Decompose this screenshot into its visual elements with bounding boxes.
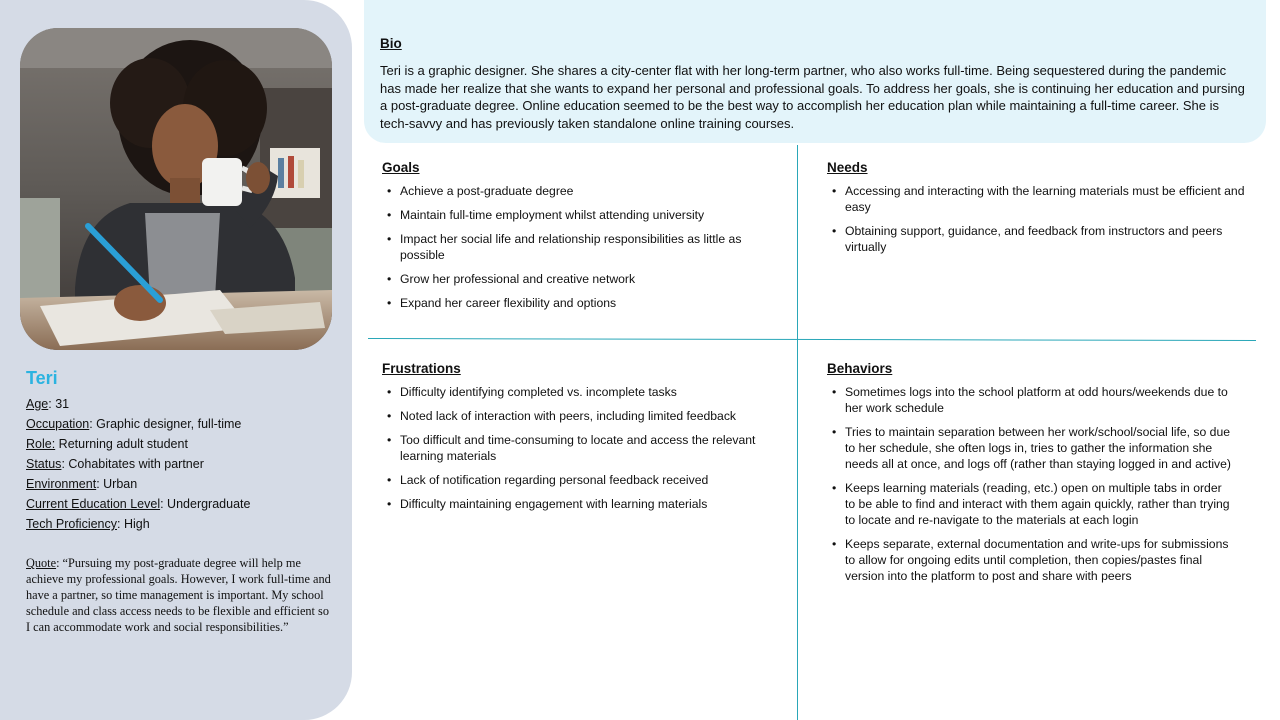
list-item: • Difficulty identifying completed vs. incomplete tasks [382,384,772,400]
attribute-age [26,394,346,414]
attribute-environment [26,474,346,494]
attribute-occupation [26,414,346,434]
list-item: • Lack of notification regarding personal feedback received [382,472,772,488]
attribute-value: Returning adult student [55,437,188,451]
list-item: • Impact her social life and relationship responsibilities as little as possible [382,231,762,263]
bio-text: Teri is a graphic designer. She shares a city-center flat with her long-term partner, who also works full-time. Being sequestered during the pandemic has made her realize that she wants to expand her personal and professional goals. To address her goals, she is continuing her education and pursing a post-graduate degree. Online education seemed to be the best way to accomplish her education plan while maintaining a full-time career. She is tech-savvy and has previously taken standalone online training courses. [380,63,1245,131]
attribute-value: : Undergraduate [160,497,251,511]
quote-label: Quote [26,556,57,570]
vertical-divider [797,145,798,720]
attribute-value: : Cohabitates with partner [61,457,204,471]
behaviors-section [827,361,1232,592]
bio-panel [364,0,1266,143]
goals-section [382,160,762,319]
persona-quote [26,555,332,635]
behaviors-list [827,384,1232,584]
attribute-value: : High [117,517,150,531]
attribute-label: Current Education Level [26,497,161,511]
list-item: • Sometimes logs into the school platform at odd hours/weekends due to her work schedule [827,384,1232,416]
attribute-label: Environment [26,477,97,491]
list-item: • Keeps learning materials (reading, etc.) open on multiple tabs in order to be able to find and interact with them again quickly, rather than trying to locate and re-navigate to the materials at each login [827,480,1232,528]
frustrations-title: Frustrations [382,361,461,376]
attribute-value: : Graphic designer, full-time [89,417,242,431]
persona-attributes [26,394,346,534]
behaviors-title: Behaviors [827,361,893,376]
list-item: • Accessing and interacting with the learning materials must be efficient and easy [827,183,1252,215]
attribute-value: : 31 [48,397,70,411]
persona-name: Teri [26,368,58,388]
attribute-status [26,454,346,474]
attribute-tech-proficiency [26,514,346,534]
attribute-label: Occupation [26,417,90,431]
persona-photo [20,28,332,350]
attribute-education-level [26,494,346,514]
attribute-label: Age [26,397,49,411]
list-item: • Tries to maintain separation between her work/school/social life, so due to her schedule, she often logs in, tries to gather the information she needs all at once, and logs off (rather than staying logged in and active) [827,424,1232,472]
needs-title: Needs [827,160,868,175]
list-item: • Obtaining support, guidance, and feedback from instructors and peers virtually [827,223,1252,255]
list-item: • Keeps separate, external documentation and write-ups for submissions to allow for ongoing edits until completion, then copies/pastes final version into the platform to post and share with peers [827,536,1232,584]
list-item: • Noted lack of interaction with peers, including limited feedback [382,408,772,424]
attribute-value: : Urban [96,477,138,491]
persona-photo-image [20,28,332,350]
list-item: • Expand her career flexibility and options [382,295,762,311]
frustrations-section [382,361,772,520]
list-item: • Maintain full-time employment whilst attending university [382,207,762,223]
quote-text: : “Pursuing my post-graduate degree will help me achieve my professional goals. However, I work full-time and have a partner, so time management is important. My school schedule and class access needs to be flexible and efficient so I can accommodate work and social responsibilities.” [26,556,331,634]
needs-section [827,160,1252,263]
list-item: • Difficulty maintaining engagement with learning materials [382,496,772,512]
attribute-label: Status [26,457,62,471]
list-item: • Grow her professional and creative network [382,271,762,287]
frustrations-list [382,384,772,512]
horizontal-divider [368,338,1256,341]
goals-title: Goals [382,160,420,175]
needs-list [827,183,1252,255]
attribute-label: Tech Proficiency [26,517,118,531]
goals-list [382,183,762,311]
attribute-role [26,434,346,454]
list-item: • Too difficult and time-consuming to locate and access the relevant learning materials [382,432,772,464]
attribute-label: Role: [26,437,56,451]
list-item: • Achieve a post-graduate degree [382,183,762,199]
bio-title: Bio [380,36,402,51]
